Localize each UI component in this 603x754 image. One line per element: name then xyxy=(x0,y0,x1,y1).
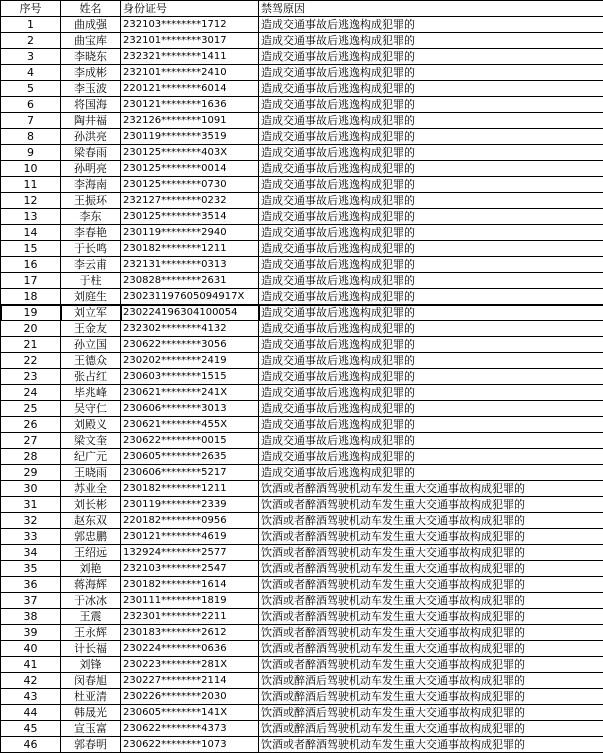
cell-reason[interactable]: 饮酒或者醉酒驾驶机动车发生重大交通事故构成犯罪的 xyxy=(259,513,603,529)
cell-seq[interactable]: 29 xyxy=(1,465,61,481)
cell-reason[interactable]: 造成交通事故后逃逸构成犯罪的 xyxy=(259,49,603,65)
cell-name[interactable]: 闵春旭 xyxy=(61,673,121,689)
cell-name[interactable]: 张占红 xyxy=(61,369,121,385)
cell-seq[interactable]: 16 xyxy=(1,257,61,273)
cell-name[interactable]: 梁文奎 xyxy=(61,433,121,449)
cell-id[interactable]: 230202********2419 xyxy=(121,353,259,369)
cell-name[interactable]: 李玉波 xyxy=(61,81,121,97)
cell-reason[interactable]: 造成交通事故后逃逸构成犯罪的 xyxy=(259,369,603,385)
cell-reason[interactable]: 饮酒或醉酒后驾驶机动车发生重大交通事故构成犯罪的 xyxy=(259,721,603,737)
table-row xyxy=(1,625,603,641)
table-row xyxy=(1,545,603,561)
cell-reason[interactable]: 造成交通事故后逃逸构成犯罪的 xyxy=(259,17,603,33)
cell-reason[interactable]: 造成交通事故后逃逸构成犯罪的 xyxy=(259,337,603,353)
cell-seq[interactable]: 3 xyxy=(1,49,61,65)
cell-seq[interactable]: 42 xyxy=(1,673,61,689)
cell-id[interactable]: 230125********403X xyxy=(121,145,259,161)
table-row xyxy=(1,289,603,305)
cell-reason[interactable]: 造成交通事故后逃逸构成犯罪的 xyxy=(259,113,603,129)
cell-seq[interactable]: 22 xyxy=(1,353,61,369)
cell-id[interactable]: 230231197605094917X xyxy=(121,289,259,305)
cell-name[interactable]: 李春艳 xyxy=(61,225,121,241)
cell-reason[interactable]: 造成交通事故后逃逸构成犯罪的 xyxy=(259,97,603,113)
cell-reason[interactable]: 饮酒或者醉酒驾驶机动车发生重大交通事故构成犯罪的 xyxy=(259,625,603,641)
cell-id[interactable]: 230125********0730 xyxy=(121,177,259,193)
cell-reason[interactable]: 造成交通事故后逃逸构成犯罪的 xyxy=(259,321,603,337)
cell-id[interactable]: 220121********6014 xyxy=(121,81,259,97)
cell-reason[interactable]: 造成交通事故后逃逸构成犯罪的 xyxy=(259,177,603,193)
cell-name[interactable]: 王振环 xyxy=(61,193,121,209)
cell-seq[interactable]: 20 xyxy=(1,321,61,337)
cell-seq[interactable]: 12 xyxy=(1,193,61,209)
cell-seq[interactable]: 43 xyxy=(1,689,61,705)
cell-id[interactable]: 232321********1411 xyxy=(121,49,259,65)
cell-reason[interactable]: 饮酒或者醉酒驾驶机动车发生重大交通事故构成犯罪的 xyxy=(259,545,603,561)
cell-name[interactable]: 于冰冰 xyxy=(61,593,121,609)
table-row xyxy=(1,481,603,497)
cell-name[interactable]: 王永辉 xyxy=(61,625,121,641)
cell-reason[interactable]: 饮酒或者醉酒驾驶机动车发生重大交通事故构成犯罪的 xyxy=(259,529,603,545)
cell-id[interactable]: 230111********1819 xyxy=(121,593,259,609)
cell-id[interactable]: 230223********281X xyxy=(121,657,259,673)
cell-seq[interactable]: 6 xyxy=(1,97,61,113)
cell-id[interactable]: 230224********0636 xyxy=(121,641,259,657)
table-row xyxy=(1,417,603,433)
cell-id[interactable]: 230121********4619 xyxy=(121,529,259,545)
cell-seq[interactable]: 31 xyxy=(1,497,61,513)
cell-id[interactable]: 230622********3056 xyxy=(121,337,259,353)
table-row xyxy=(1,369,603,385)
cell-id[interactable]: 230182********1614 xyxy=(121,577,259,593)
header-reason[interactable]: 禁驾原因 xyxy=(259,1,603,17)
cell-name[interactable]: 毕兆峰 xyxy=(61,385,121,401)
table-header xyxy=(1,1,603,17)
cell-seq[interactable]: 40 xyxy=(1,641,61,657)
cell-reason[interactable]: 造成交通事故后逃逸构成犯罪的 xyxy=(259,129,603,145)
cell-name[interactable]: 宣玉富 xyxy=(61,721,121,737)
table-row xyxy=(1,225,603,241)
cell-reason[interactable]: 饮酒或醉酒后驾驶机动车发生重大交通事故构成犯罪的 xyxy=(259,673,603,689)
cell-name[interactable]: 刘殿义 xyxy=(61,417,121,433)
table-row xyxy=(1,673,603,689)
table-row xyxy=(1,273,603,289)
cell-reason[interactable]: 造成交通事故后逃逸构成犯罪的 xyxy=(259,433,603,449)
cell-reason[interactable]: 造成交通事故后逃逸构成犯罪的 xyxy=(259,401,603,417)
cell-id[interactable]: 230182********1211 xyxy=(121,241,259,257)
cell-reason[interactable]: 造成交通事故后逃逸构成犯罪的 xyxy=(259,33,603,49)
cell-name[interactable]: 王绍远 xyxy=(61,545,121,561)
cell-reason[interactable]: 造成交通事故后逃逸构成犯罪的 xyxy=(259,161,603,177)
cell-name[interactable]: 韩晟光 xyxy=(61,705,121,721)
cell-name[interactable]: 苏业全 xyxy=(61,481,121,497)
table-row xyxy=(1,657,603,673)
cell-seq[interactable]: 8 xyxy=(1,129,61,145)
cell-name[interactable]: 刘艳 xyxy=(61,561,121,577)
header-name[interactable]: 姓名 xyxy=(61,1,121,17)
cell-name[interactable]: 刘立军 xyxy=(61,305,121,321)
cell-id[interactable]: 232301********2211 xyxy=(121,609,259,625)
table-row xyxy=(1,721,603,737)
table-row xyxy=(1,433,603,449)
cell-name[interactable]: 王震 xyxy=(61,609,121,625)
cell-seq[interactable]: 1 xyxy=(1,17,61,33)
cell-seq[interactable]: 19 xyxy=(1,305,61,321)
table-row xyxy=(1,161,603,177)
cell-seq[interactable]: 25 xyxy=(1,401,61,417)
cell-reason[interactable]: 造成交通事故后逃逸构成犯罪的 xyxy=(259,305,603,321)
cell-name[interactable]: 郭春明 xyxy=(61,737,121,753)
table-row xyxy=(1,577,603,593)
cell-name[interactable]: 王金友 xyxy=(61,321,121,337)
cell-id[interactable]: 230622********0015 xyxy=(121,433,259,449)
cell-id[interactable]: 230622********4373 xyxy=(121,721,259,737)
table-row xyxy=(1,737,603,753)
cell-reason[interactable]: 饮酒或者醉酒驾驶机动车发生重大交通事故构成犯罪的 xyxy=(259,497,603,513)
cell-seq[interactable]: 21 xyxy=(1,337,61,353)
cell-seq[interactable]: 32 xyxy=(1,513,61,529)
cell-id[interactable]: 230621********241X xyxy=(121,385,259,401)
cell-name[interactable]: 于柱 xyxy=(61,273,121,289)
cell-seq[interactable]: 44 xyxy=(1,705,61,721)
cell-seq[interactable]: 18 xyxy=(1,289,61,305)
table-row xyxy=(1,97,603,113)
cell-id[interactable]: 230125********3514 xyxy=(121,209,259,225)
cell-name[interactable]: 孙立国 xyxy=(61,337,121,353)
cell-id[interactable]: 230121********1636 xyxy=(121,97,259,113)
table-row xyxy=(1,609,603,625)
cell-id[interactable]: 132924********2577 xyxy=(121,545,259,561)
cell-seq[interactable]: 39 xyxy=(1,625,61,641)
cell-name[interactable]: 王德众 xyxy=(61,353,121,369)
cell-id[interactable]: 230606********3013 xyxy=(121,401,259,417)
cell-id[interactable]: 230119********2940 xyxy=(121,225,259,241)
table-row xyxy=(1,321,603,337)
header-row xyxy=(1,1,603,17)
cell-name[interactable]: 李海南 xyxy=(61,177,121,193)
cell-seq[interactable]: 36 xyxy=(1,577,61,593)
cell-reason[interactable]: 饮酒或者醉酒驾驶机动车发生重大交通事故构成犯罪的 xyxy=(259,609,603,625)
cell-id[interactable]: 230603********1515 xyxy=(121,369,259,385)
cell-name[interactable]: 陶井福 xyxy=(61,113,121,129)
table-row xyxy=(1,497,603,513)
cell-reason[interactable]: 造成交通事故后逃逸构成犯罪的 xyxy=(259,145,603,161)
cell-name[interactable]: 孙明亮 xyxy=(61,161,121,177)
table-row xyxy=(1,353,603,369)
table-row xyxy=(1,17,603,33)
cell-id[interactable]: 232103********1712 xyxy=(121,17,259,33)
cell-reason[interactable]: 造成交通事故后逃逸构成犯罪的 xyxy=(259,193,603,209)
cell-id[interactable]: 232127********0232 xyxy=(121,193,259,209)
table-row xyxy=(1,305,603,321)
cell-id[interactable]: 220182********0956 xyxy=(121,513,259,529)
cell-name[interactable]: 刘庭生 xyxy=(61,289,121,305)
cell-reason[interactable]: 造成交通事故后逃逸构成犯罪的 xyxy=(259,465,603,481)
cell-seq[interactable]: 34 xyxy=(1,545,61,561)
cell-name[interactable]: 纪广元 xyxy=(61,449,121,465)
cell-name[interactable]: 吴守仁 xyxy=(61,401,121,417)
cell-reason[interactable]: 饮酒或者醉酒驾驶机动车发生重大交通事故构成犯罪的 xyxy=(259,657,603,673)
cell-id[interactable]: 232101********3017 xyxy=(121,33,259,49)
cell-id[interactable]: 230119********3519 xyxy=(121,129,259,145)
table-row xyxy=(1,145,603,161)
cell-reason[interactable]: 饮酒或者醉酒驾驶机动车发生重大交通事故构成犯罪的 xyxy=(259,737,603,753)
cell-id[interactable]: 230182********1211 xyxy=(121,481,259,497)
cell-reason[interactable]: 饮酒或者醉酒驾驶机动车发生重大交通事故构成犯罪的 xyxy=(259,561,603,577)
cell-seq[interactable]: 46 xyxy=(1,737,61,753)
cell-id[interactable]: 230224196304100054 xyxy=(121,305,259,321)
cell-id[interactable]: 230227********2114 xyxy=(121,673,259,689)
cell-seq[interactable]: 45 xyxy=(1,721,61,737)
cell-seq[interactable]: 28 xyxy=(1,449,61,465)
cell-name[interactable]: 孙洪亮 xyxy=(61,129,121,145)
cell-seq[interactable]: 23 xyxy=(1,369,61,385)
table-row xyxy=(1,193,603,209)
cell-name[interactable]: 蒋海辉 xyxy=(61,577,121,593)
cell-id[interactable]: 230125********0014 xyxy=(121,161,259,177)
table-row xyxy=(1,401,603,417)
cell-reason[interactable]: 造成交通事故后逃逸构成犯罪的 xyxy=(259,209,603,225)
cell-reason[interactable]: 造成交通事故后逃逸构成犯罪的 xyxy=(259,289,603,305)
cell-seq[interactable]: 13 xyxy=(1,209,61,225)
cell-id[interactable]: 232126********1091 xyxy=(121,113,259,129)
table-row xyxy=(1,385,603,401)
table-row xyxy=(1,561,603,577)
cell-reason[interactable]: 造成交通事故后逃逸构成犯罪的 xyxy=(259,225,603,241)
cell-seq[interactable]: 38 xyxy=(1,609,61,625)
cell-id[interactable]: 230621********455X xyxy=(121,417,259,433)
cell-name[interactable]: 赵东双 xyxy=(61,513,121,529)
cell-reason[interactable]: 造成交通事故后逃逸构成犯罪的 xyxy=(259,241,603,257)
table-row xyxy=(1,449,603,465)
cell-reason[interactable]: 造成交通事故后逃逸构成犯罪的 xyxy=(259,257,603,273)
cell-seq[interactable]: 33 xyxy=(1,529,61,545)
cell-seq[interactable]: 15 xyxy=(1,241,61,257)
cell-id[interactable]: 232131********0313 xyxy=(121,257,259,273)
cell-id[interactable]: 230606********5217 xyxy=(121,465,259,481)
cell-reason[interactable]: 造成交通事故后逃逸构成犯罪的 xyxy=(259,353,603,369)
cell-seq[interactable]: 30 xyxy=(1,481,61,497)
cell-reason[interactable]: 造成交通事故后逃逸构成犯罪的 xyxy=(259,417,603,433)
table-row xyxy=(1,705,603,721)
cell-name[interactable]: 于长鸣 xyxy=(61,241,121,257)
cell-reason[interactable]: 饮酒或醉酒后驾驶机动车发生重大交通事故构成犯罪的 xyxy=(259,689,603,705)
cell-seq[interactable]: 41 xyxy=(1,657,61,673)
cell-name[interactable]: 计长福 xyxy=(61,641,121,657)
cell-reason[interactable]: 饮酒或者醉酒驾驶机动车发生重大交通事故构成犯罪的 xyxy=(259,577,603,593)
table-row xyxy=(1,49,603,65)
cell-reason[interactable]: 造成交通事故后逃逸构成犯罪的 xyxy=(259,273,603,289)
table-row xyxy=(1,593,603,609)
table-row xyxy=(1,337,603,353)
cell-name[interactable]: 王晓雨 xyxy=(61,465,121,481)
cell-id[interactable]: 230119********2339 xyxy=(121,497,259,513)
cell-seq[interactable]: 35 xyxy=(1,561,61,577)
cell-reason[interactable]: 饮酒或者醉酒驾驶机动车发生重大交通事故构成犯罪的 xyxy=(259,641,603,657)
cell-name[interactable]: 李东 xyxy=(61,209,121,225)
cell-id[interactable]: 232101********2410 xyxy=(121,65,259,81)
cell-id[interactable]: 232103********2547 xyxy=(121,561,259,577)
cell-seq[interactable]: 26 xyxy=(1,417,61,433)
cell-seq[interactable]: 10 xyxy=(1,161,61,177)
cell-name[interactable]: 李云甫 xyxy=(61,257,121,273)
cell-id[interactable]: 230226********2030 xyxy=(121,689,259,705)
table-row xyxy=(1,81,603,97)
cell-seq[interactable]: 5 xyxy=(1,81,61,97)
table-row xyxy=(1,113,603,129)
header-id[interactable]: 身份证号 xyxy=(121,1,259,17)
table-row xyxy=(1,241,603,257)
cell-id[interactable]: 230605********141X xyxy=(121,705,259,721)
table-row xyxy=(1,129,603,145)
cell-seq[interactable]: 24 xyxy=(1,385,61,401)
table-row xyxy=(1,209,603,225)
cell-seq[interactable]: 27 xyxy=(1,433,61,449)
table-row xyxy=(1,689,603,705)
cell-seq[interactable]: 17 xyxy=(1,273,61,289)
cell-seq[interactable]: 14 xyxy=(1,225,61,241)
cell-reason[interactable]: 饮酒或者醉酒驾驶机动车发生重大交通事故构成犯罪的 xyxy=(259,593,603,609)
cell-seq[interactable]: 37 xyxy=(1,593,61,609)
cell-name[interactable]: 刘锋 xyxy=(61,657,121,673)
cell-seq[interactable]: 11 xyxy=(1,177,61,193)
table-row xyxy=(1,257,603,273)
table-row xyxy=(1,641,603,657)
table-row xyxy=(1,529,603,545)
cell-name[interactable]: 郭忠鹏 xyxy=(61,529,121,545)
cell-seq[interactable]: 7 xyxy=(1,113,61,129)
cell-name[interactable]: 曲宝库 xyxy=(61,33,121,49)
cell-name[interactable]: 刘长彬 xyxy=(61,497,121,513)
cell-name[interactable]: 李成彬 xyxy=(61,65,121,81)
cell-name[interactable]: 将国海 xyxy=(61,97,121,113)
cell-id[interactable]: 230828********2631 xyxy=(121,273,259,289)
cell-seq[interactable]: 9 xyxy=(1,145,61,161)
table-row xyxy=(1,465,603,481)
table-row xyxy=(1,177,603,193)
cell-reason[interactable]: 饮酒或者醉酒驾驶机动车发生重大交通事故构成犯罪的 xyxy=(259,481,603,497)
table-row xyxy=(1,513,603,529)
cell-reason[interactable]: 造成交通事故后逃逸构成犯罪的 xyxy=(259,385,603,401)
cell-seq[interactable]: 4 xyxy=(1,65,61,81)
cell-seq[interactable]: 2 xyxy=(1,33,61,49)
table-row xyxy=(1,33,603,49)
table-body xyxy=(1,17,603,753)
cell-name[interactable]: 杜亚清 xyxy=(61,689,121,705)
cell-id[interactable]: 230622********1073 xyxy=(121,737,259,753)
cell-name[interactable]: 李晓东 xyxy=(61,49,121,65)
cell-name[interactable]: 曲成强 xyxy=(61,17,121,33)
table-row xyxy=(1,65,603,81)
cell-reason[interactable]: 造成交通事故后逃逸构成犯罪的 xyxy=(259,449,603,465)
cell-id[interactable]: 232302********4132 xyxy=(121,321,259,337)
cell-reason[interactable]: 饮酒或醉酒后驾驶机动车发生重大交通事故构成犯罪的 xyxy=(259,705,603,721)
cell-name[interactable]: 梁春雨 xyxy=(61,145,121,161)
header-seq[interactable]: 序号 xyxy=(1,1,61,17)
cell-id[interactable]: 230605********2635 xyxy=(121,449,259,465)
cell-id[interactable]: 230183********2612 xyxy=(121,625,259,641)
cell-reason[interactable]: 造成交通事故后逃逸构成犯罪的 xyxy=(259,81,603,97)
cell-reason[interactable]: 造成交通事故后逃逸构成犯罪的 xyxy=(259,65,603,81)
